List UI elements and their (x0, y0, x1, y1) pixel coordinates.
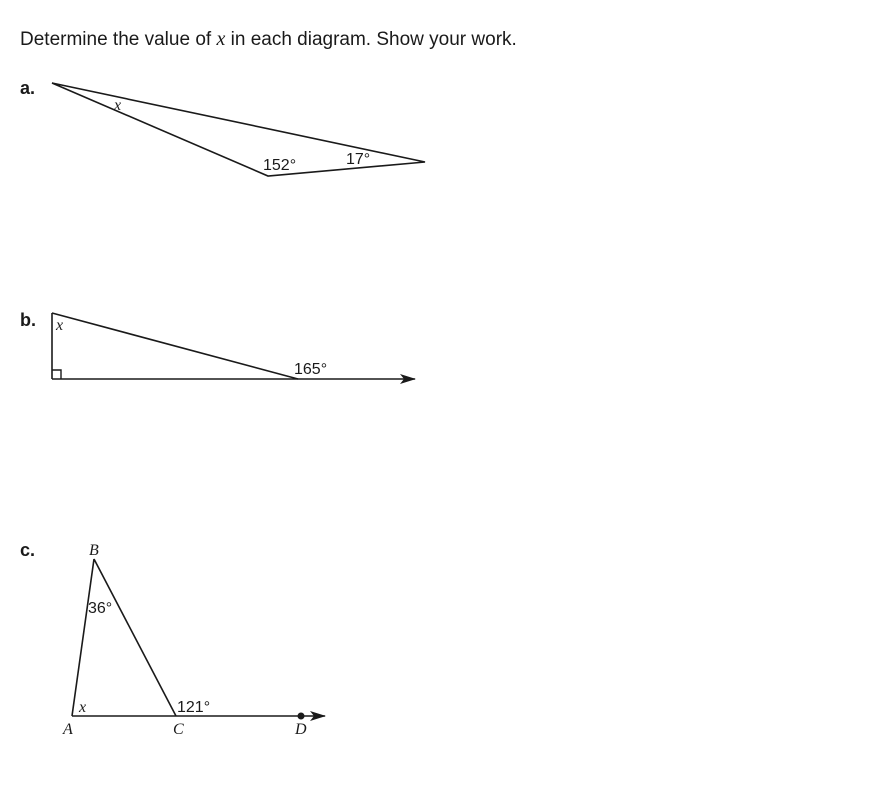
point-d-label: D (295, 721, 307, 738)
diagram-c (62, 542, 325, 738)
angle-c-36-label: 36° (88, 600, 113, 617)
angle-a-x-label: x (114, 97, 122, 114)
point-a-label: A (63, 721, 73, 738)
diagram-b (52, 313, 415, 379)
part-a-label: a. (20, 78, 36, 98)
part-c-label: c. (20, 540, 36, 560)
angle-c-x-label: x (79, 699, 87, 716)
triangle-c-side-bc (94, 559, 176, 716)
angle-b-165-label: 165° (294, 361, 328, 378)
angle-b-x-label: x (56, 317, 64, 334)
part-b-label: b. (20, 310, 36, 330)
triangle-b-hypotenuse (52, 313, 298, 379)
prompt-variable: x (216, 28, 226, 50)
prompt-text-end: in each diagram. Show your work. (225, 29, 517, 50)
point-d-dot (298, 713, 305, 720)
diagram-a (52, 83, 425, 176)
point-c-label: C (173, 721, 184, 738)
right-angle-marker (52, 370, 61, 379)
angle-c-121-label: 121° (177, 699, 211, 716)
point-b-label: B (89, 542, 99, 559)
prompt-text-start: Determine the value of (20, 29, 217, 50)
triangle-c-side-ab (72, 559, 94, 716)
angle-a-17-label: 17° (346, 151, 371, 168)
angle-a-152-label: 152° (263, 157, 297, 174)
